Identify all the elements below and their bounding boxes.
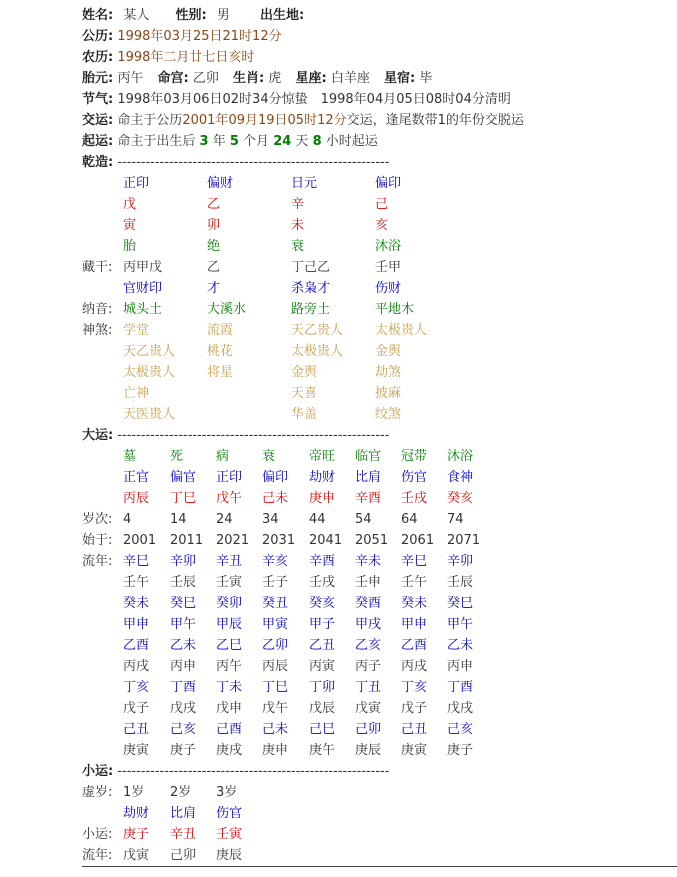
pillar-nayin: 路旁土 (291, 302, 331, 317)
lunar-date-row (82, 48, 254, 68)
dayun-liunian-cell: 乙酉 (401, 638, 428, 653)
xiaoyun-ganzhi: 壬寅 (216, 827, 243, 842)
dayun-liunian-cell: 丁卯 (309, 680, 336, 695)
dayun-liunian-cell: 甲辰 (216, 617, 243, 632)
dayun-liunian-cell: 癸卯 (216, 596, 243, 611)
dayun-liunian-cell: 己巳 (309, 722, 336, 737)
xiaoyun-xusui: 2岁 (170, 785, 192, 800)
xiaoyun-ganzhi: 辛丑 (170, 827, 197, 842)
qiyun-years-unit: 年 (212, 134, 226, 149)
dayun-liunian-cell: 辛巳 (123, 554, 150, 569)
pillar-shensha: 流霞 (207, 323, 234, 338)
qiyun-label: 起运: (82, 134, 114, 149)
xiaoyun-ganzhi: 庚子 (123, 827, 150, 842)
dayun-liunian-cell: 庚午 (309, 743, 336, 758)
dayun-liunian-cell: 辛巳 (401, 554, 428, 569)
dayun-liunian-cell: 癸酉 (355, 596, 382, 611)
pillar-shishen: 偏财 (207, 176, 234, 191)
pillar-shensha: 天喜 (291, 386, 318, 401)
dayun-liunian-cell: 辛丑 (216, 554, 243, 569)
dayun-shiyu: 2071 (447, 533, 481, 548)
dayun-liunian-cell: 乙未 (170, 638, 197, 653)
taiyuan-row (82, 69, 432, 89)
lunar-value: 1998年二月廿七日亥时 (117, 50, 255, 65)
dayun-ganzhi: 庚申 (309, 491, 336, 506)
dayun-liunian-cell: 丙戌 (123, 659, 150, 674)
jiaoyun-label: 交运: (82, 113, 114, 128)
dayun-liunian-cell: 丙寅 (309, 659, 336, 674)
dayun-liunian-cell: 壬子 (262, 575, 289, 590)
pillar-shensha: 将星 (207, 365, 234, 380)
xiaoyun-rule: ---------------------------------------------------------- (117, 764, 390, 779)
dayun-shishen: 食神 (447, 470, 474, 485)
dayun-liunian-cell: 甲寅 (262, 617, 289, 632)
solar-label: 公历: (82, 29, 114, 44)
xiaoyun-header (82, 762, 389, 782)
dayun-liunian-cell: 壬辰 (447, 575, 474, 590)
dayun-liunian-cell: 甲午 (447, 617, 474, 632)
shengxiao-value: 虎 (268, 71, 282, 86)
taiyuan-label: 胎元: (82, 71, 114, 86)
dayun-liunian-cell: 甲子 (309, 617, 336, 632)
dayun-shishen: 劫财 (309, 470, 336, 485)
dayun-liunian-cell: 乙亥 (355, 638, 382, 653)
qiyun-days-unit: 天 (295, 134, 309, 149)
dayun-liunian-cell: 乙未 (447, 638, 474, 653)
pillar-shensha: 绞煞 (375, 407, 402, 422)
name-value: 某人 (123, 8, 150, 23)
dayun-liunian-cell: 戊寅 (355, 701, 382, 716)
jieqi-label: 节气: (82, 92, 114, 107)
xiaoyun-shishen: 劫财 (123, 806, 150, 821)
jiaoyun-date: 2001年09月19日05时12分 (182, 113, 347, 128)
dayun-liunian-cell: 壬戌 (309, 575, 336, 590)
pillar-tiangan: 辛 (291, 197, 305, 212)
pillar-canggan-shen: 官财印 (123, 281, 163, 296)
lunar-label: 农历: (82, 50, 114, 65)
dayun-liunian-cell: 丙戌 (401, 659, 428, 674)
qiyun-days: 24 (273, 134, 292, 149)
qiyun-hours: 8 (312, 134, 322, 149)
dayun-liunian-cell: 甲戌 (355, 617, 382, 632)
dayun-liunian-cell: 丙辰 (262, 659, 289, 674)
jieqi-value: 1998年03月06日02时34分惊蛰 1998年04月05日08时04分清明 (117, 92, 511, 107)
dayun-liunian-cell: 庚子 (447, 743, 474, 758)
pillar-canggan-shen: 杀枭才 (291, 281, 331, 296)
dayun-liunian-cell: 乙丑 (309, 638, 336, 653)
pillar-tiangan: 戊 (123, 197, 137, 212)
dayun-suici: 54 (355, 512, 372, 527)
dayun-liunian-cell: 己卯 (355, 722, 382, 737)
dayun-liunian-cell: 己亥 (447, 722, 474, 737)
dayun-liunian-cell: 甲申 (123, 617, 150, 632)
dayun-liunian-cell: 戊午 (262, 701, 289, 716)
dayun-shiyu: 2021 (216, 533, 250, 548)
suici-label: 岁次: (82, 512, 113, 527)
dayun-liunian-cell: 丙午 (216, 659, 243, 674)
liunian-label: 流年: (82, 554, 113, 569)
pillar-nayin: 平地木 (375, 302, 415, 317)
dayun-changsheng: 帝旺 (309, 449, 336, 464)
dayun-liunian-cell: 丁巳 (262, 680, 289, 695)
pillar-canggan: 丙甲戊 (123, 260, 163, 275)
dayun-liunian-cell: 己亥 (170, 722, 197, 737)
nayin-label: 纳音: (82, 302, 113, 317)
dayun-shiyu: 2061 (401, 533, 435, 548)
dayun-liunian-cell: 乙巳 (216, 638, 243, 653)
qiyun-prefix: 命主于出生后 (117, 134, 196, 149)
dayun-shishen: 偏印 (262, 470, 289, 485)
dayun-liunian-cell: 甲申 (401, 617, 428, 632)
dayun-shishen: 偏官 (170, 470, 197, 485)
jiaoyun-prefix: 命主于公历 (117, 113, 183, 128)
pillar-shensha: 桃花 (207, 344, 234, 359)
solar-date-row (82, 27, 282, 47)
pillar-changsheng: 绝 (207, 239, 221, 254)
dayun-liunian-cell: 丙子 (355, 659, 382, 674)
jieqi-row (82, 90, 511, 110)
xiaoyun-shishen: 伤官 (216, 806, 243, 821)
pillar-shensha: 金舆 (291, 365, 318, 380)
pillar-shensha: 亡神 (123, 386, 150, 401)
xiaoyun-liunian-label: 流年: (82, 848, 113, 863)
pillar-changsheng: 胎 (123, 239, 137, 254)
dayun-changsheng: 死 (170, 449, 184, 464)
pillar-canggan-shen: 才 (207, 281, 221, 296)
dayun-suici: 14 (170, 512, 187, 527)
dayun-liunian-cell: 丁酉 (447, 680, 474, 695)
bottom-divider (82, 866, 677, 867)
dayun-label: 大运: (82, 428, 114, 443)
dayun-liunian-cell: 己酉 (216, 722, 243, 737)
dayun-ganzhi: 丙辰 (123, 491, 150, 506)
dayun-liunian-cell: 甲午 (170, 617, 197, 632)
pillar-tiangan: 乙 (207, 197, 221, 212)
dayun-liunian-cell: 丁丑 (355, 680, 382, 695)
pillar-nayin: 城头土 (123, 302, 163, 317)
pillar-shensha: 披麻 (375, 386, 402, 401)
solar-value: 1998年03月25日21时12分 (117, 29, 282, 44)
dayun-shiyu: 2011 (170, 533, 204, 548)
xiaoyun-liunian: 戊寅 (123, 848, 150, 863)
pillar-dizhi: 未 (291, 218, 305, 233)
qianzao-label: 乾造: (82, 155, 114, 170)
qiyun-months-unit: 个月 (243, 134, 270, 149)
xiaoyun-row-label: 小运: (82, 827, 113, 842)
dayun-shiyu: 2001 (123, 533, 157, 548)
canggan-label: 藏干: (82, 260, 113, 275)
shensha-label: 神煞: (82, 323, 113, 338)
dayun-suici: 34 (262, 512, 279, 527)
dayun-shiyu: 2041 (309, 533, 343, 548)
pillar-tiangan: 己 (375, 197, 389, 212)
pillar-dizhi: 卯 (207, 218, 221, 233)
dayun-changsheng: 沐浴 (447, 449, 474, 464)
xingzuo-value: 白羊座 (330, 71, 370, 86)
dayun-ganzhi: 己未 (262, 491, 289, 506)
dayun-liunian-cell: 戊子 (401, 701, 428, 716)
dayun-liunian-cell: 癸未 (401, 596, 428, 611)
qiyun-row (82, 132, 378, 152)
pillar-shensha: 天乙贵人 (123, 344, 176, 359)
dayun-liunian-cell: 戊戌 (447, 701, 474, 716)
dayun-liunian-cell: 庚申 (262, 743, 289, 758)
dayun-liunian-cell: 癸巳 (447, 596, 474, 611)
dayun-liunian-cell: 庚子 (170, 743, 197, 758)
dayun-suici: 24 (216, 512, 233, 527)
dayun-liunian-cell: 辛酉 (309, 554, 336, 569)
dayun-liunian-cell: 癸亥 (309, 596, 336, 611)
pillar-canggan: 壬甲 (375, 260, 402, 275)
pillar-dizhi: 寅 (123, 218, 137, 233)
name-label: 姓名: (82, 8, 114, 23)
pillar-shishen: 偏印 (375, 176, 402, 191)
pillar-shishen: 正印 (123, 176, 150, 191)
dayun-liunian-cell: 乙卯 (262, 638, 289, 653)
taiyuan-value: 丙午 (117, 71, 144, 86)
minggong-label: 命宫: (157, 71, 189, 86)
jiaoyun-suffix: 交运，逢尾数带1的年份交脱运 (346, 113, 524, 128)
dayun-liunian-cell: 庚寅 (401, 743, 428, 758)
dayun-liunian-cell: 戊戌 (170, 701, 197, 716)
xingzuo-label: 星座: (295, 71, 327, 86)
pillar-canggan: 乙 (207, 260, 221, 275)
dayun-rule: ---------------------------------------------------------- (117, 428, 390, 443)
shengxiao-label: 生肖: (233, 71, 265, 86)
jiaoyun-row (82, 111, 524, 131)
dayun-shishen: 正印 (216, 470, 243, 485)
dayun-liunian-cell: 癸未 (123, 596, 150, 611)
dayun-ganzhi: 壬戌 (401, 491, 428, 506)
qiyun-hours-unit: 小时起运 (325, 134, 378, 149)
dayun-ganzhi: 丁巳 (170, 491, 197, 506)
dayun-suici: 44 (309, 512, 326, 527)
qianzao-rule: ---------------------------------------------------------- (117, 155, 390, 170)
xusui-label: 虚岁: (82, 785, 113, 800)
pillar-nayin: 大溪水 (207, 302, 247, 317)
xingxiu-label: 星宿: (384, 71, 416, 86)
qiyun-months: 5 (229, 134, 239, 149)
dayun-liunian-cell: 乙酉 (123, 638, 150, 653)
dayun-liunian-cell: 癸巳 (170, 596, 197, 611)
qiyun-years: 3 (199, 134, 209, 149)
dayun-changsheng: 衰 (262, 449, 276, 464)
dayun-changsheng: 临官 (355, 449, 382, 464)
dayun-liunian-cell: 丁未 (216, 680, 243, 695)
pillar-shensha: 太极贵人 (291, 344, 344, 359)
dayun-liunian-cell: 丙申 (447, 659, 474, 674)
dayun-liunian-cell: 庚寅 (123, 743, 150, 758)
dayun-shiyu: 2031 (262, 533, 296, 548)
pillar-shensha: 天医贵人 (123, 407, 176, 422)
xiaoyun-liunian: 己卯 (170, 848, 197, 863)
dayun-shishen: 比肩 (355, 470, 382, 485)
dayun-liunian-cell: 己未 (262, 722, 289, 737)
dayun-shishen: 伤官 (401, 470, 428, 485)
dayun-liunian-cell: 辛亥 (262, 554, 289, 569)
dayun-liunian-cell: 壬午 (123, 575, 150, 590)
basic-info-row (82, 6, 304, 26)
xiaoyun-xusui: 3岁 (216, 785, 238, 800)
pillar-changsheng: 衰 (291, 239, 305, 254)
dayun-liunian-cell: 庚辰 (355, 743, 382, 758)
dayun-liunian-cell: 己丑 (401, 722, 428, 737)
pillar-shensha: 金舆 (375, 344, 402, 359)
dayun-liunian-cell: 戊申 (216, 701, 243, 716)
pillar-shensha: 太极贵人 (375, 323, 428, 338)
dayun-liunian-cell: 壬寅 (216, 575, 243, 590)
pillar-shishen: 日元 (291, 176, 318, 191)
dayun-liunian-cell: 癸丑 (262, 596, 289, 611)
xiaoyun-shishen: 比肩 (170, 806, 197, 821)
dayun-shishen: 正官 (123, 470, 150, 485)
dayun-liunian-cell: 辛卯 (447, 554, 474, 569)
dayun-liunian-cell: 戊辰 (309, 701, 336, 716)
pillar-shensha: 华盖 (291, 407, 318, 422)
dayun-liunian-cell: 己丑 (123, 722, 150, 737)
dayun-liunian-cell: 丁亥 (401, 680, 428, 695)
shiyu-label: 始于: (82, 533, 113, 548)
xiaoyun-label: 小运: (82, 764, 114, 779)
gender-label: 性别: (175, 8, 207, 23)
dayun-ganzhi: 戊午 (216, 491, 243, 506)
xiaoyun-xusui: 1岁 (123, 785, 145, 800)
birthplace-label: 出生地: (260, 8, 305, 23)
gender-value: 男 (216, 8, 230, 23)
dayun-liunian-cell: 壬申 (355, 575, 382, 590)
dayun-liunian-cell: 丁亥 (123, 680, 150, 695)
dayun-changsheng: 墓 (123, 449, 137, 464)
dayun-liunian-cell: 壬午 (401, 575, 428, 590)
pillar-changsheng: 沐浴 (375, 239, 402, 254)
qianzao-header (82, 153, 389, 173)
dayun-shiyu: 2051 (355, 533, 389, 548)
dayun-liunian-cell: 丙申 (170, 659, 197, 674)
dayun-suici: 64 (401, 512, 418, 527)
pillar-canggan-shen: 伤财 (375, 281, 402, 296)
pillar-shensha: 劫煞 (375, 365, 402, 380)
dayun-changsheng: 冠带 (401, 449, 428, 464)
xingxiu-value: 毕 (419, 71, 433, 86)
dayun-liunian-cell: 辛卯 (170, 554, 197, 569)
pillar-dizhi: 亥 (375, 218, 389, 233)
dayun-ganzhi: 癸亥 (447, 491, 474, 506)
dayun-liunian-cell: 戊子 (123, 701, 150, 716)
dayun-suici: 74 (447, 512, 464, 527)
pillar-shensha: 太极贵人 (123, 365, 176, 380)
dayun-ganzhi: 辛酉 (355, 491, 382, 506)
dayun-liunian-cell: 辛未 (355, 554, 382, 569)
dayun-liunian-cell: 壬辰 (170, 575, 197, 590)
minggong-value: 乙卯 (192, 71, 219, 86)
pillar-shensha: 天乙贵人 (291, 323, 344, 338)
dayun-liunian-cell: 庚戌 (216, 743, 243, 758)
dayun-suici: 4 (123, 512, 132, 527)
xiaoyun-liunian: 庚辰 (216, 848, 243, 863)
pillar-shensha: 学堂 (123, 323, 150, 338)
dayun-liunian-cell: 丁酉 (170, 680, 197, 695)
pillar-canggan: 丁己乙 (291, 260, 331, 275)
dayun-header (82, 426, 389, 446)
dayun-changsheng: 病 (216, 449, 230, 464)
